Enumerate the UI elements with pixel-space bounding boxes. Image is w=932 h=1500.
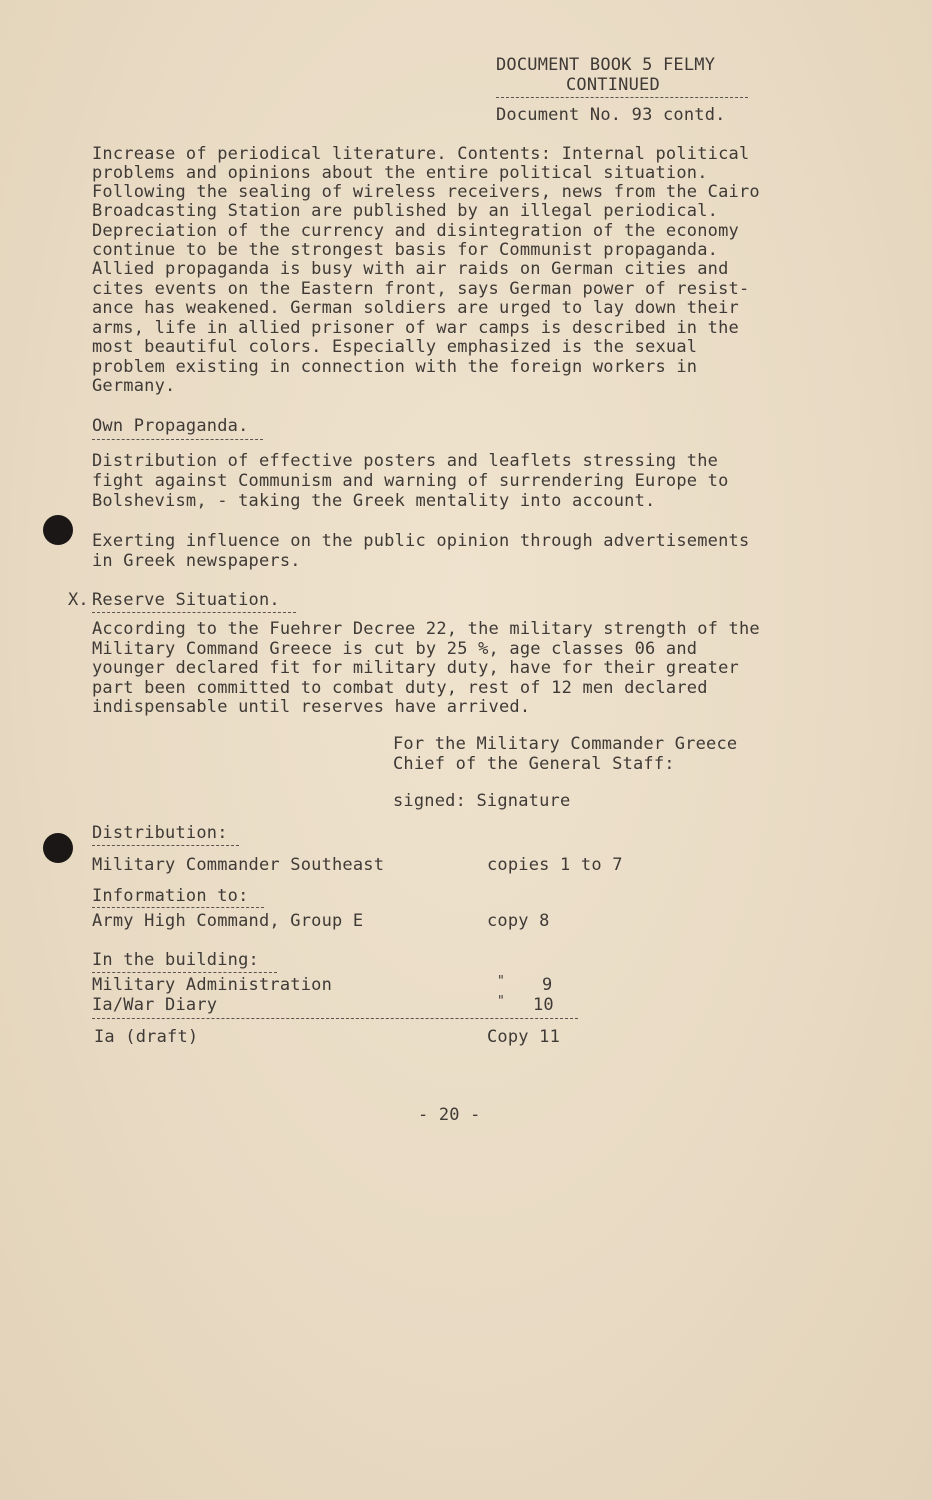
distribution-copy: Copy 11 xyxy=(487,1027,561,1047)
text-line: younger declared fit for military duty, have for their greater xyxy=(92,658,739,678)
heading-underline xyxy=(92,845,239,846)
distribution-name: Army High Command, Group E xyxy=(92,911,364,931)
distribution-name: Military Commander Southeast xyxy=(92,855,385,875)
text-line: problem existing in connection with the foreign workers in xyxy=(92,357,698,377)
text-line: ance has weakened. German soldiers are urged to lay down their xyxy=(92,298,739,318)
distribution-rule xyxy=(92,1018,578,1019)
building-heading: In the building: xyxy=(92,950,259,970)
ditto-mark: " xyxy=(497,994,506,1009)
header-continued: CONTINUED xyxy=(566,75,660,95)
text-line: continue to be the strongest basis for Communist propaganda. xyxy=(92,240,719,260)
text-line: Increase of periodical literature. Contents: Internal political xyxy=(92,144,750,164)
information-heading: Information to: xyxy=(92,886,249,906)
text-line: Allied propaganda is busy with air raids on German cities and xyxy=(92,259,729,279)
heading-underline xyxy=(92,439,263,440)
punch-hole-top xyxy=(43,515,73,545)
text-line: indispensable until reserves have arrived. xyxy=(92,697,531,717)
signature-signed: signed: Signature xyxy=(393,791,571,811)
heading-own-propaganda: Own Propaganda. xyxy=(92,416,249,436)
distribution-heading: Distribution: xyxy=(92,823,228,843)
text-line: arms, life in allied prisoner of war camps is described in the xyxy=(92,318,739,338)
heading-underline xyxy=(92,907,264,908)
text-line: cites events on the Eastern front, says German power of resist- xyxy=(92,279,750,299)
ditto-mark: " xyxy=(497,974,506,989)
text-line: part been committed to combat duty, rest of 12 men declared xyxy=(92,678,708,698)
header-document-book: DOCUMENT BOOK 5 FELMY xyxy=(496,55,716,75)
text-line: Broadcasting Station are published by an illegal periodical. xyxy=(92,201,719,221)
heading-underline xyxy=(92,612,296,613)
signature-line-2: Chief of the General Staff: xyxy=(393,754,675,774)
section-number: X. xyxy=(68,590,89,610)
distribution-name: Ia/War Diary xyxy=(92,995,218,1015)
text-line: in Greek newspapers. xyxy=(92,551,301,571)
heading-underline xyxy=(92,972,277,973)
text-line: fight against Communism and warning of surrendering Europe to xyxy=(92,471,729,491)
header-rule xyxy=(496,97,748,98)
distribution-copy: 10 xyxy=(533,995,554,1015)
text-line: Military Command Greece is cut by 25 %, age classes 06 and xyxy=(92,639,698,659)
distribution-copy: copy 8 xyxy=(487,911,550,931)
distribution-name: Military Administration xyxy=(92,975,333,995)
signature-line-1: For the Military Commander Greece xyxy=(393,734,738,754)
page-number: - 20 - xyxy=(418,1105,481,1125)
text-line: Exerting influence on the public opinion through advertisements xyxy=(92,531,750,551)
distribution-name: Ia (draft) xyxy=(94,1027,199,1047)
text-line: Germany. xyxy=(92,376,176,396)
heading-reserve-situation: Reserve Situation. xyxy=(92,590,280,610)
text-line: most beautiful colors. Especially emphasized is the sexual xyxy=(92,337,698,357)
text-line: Following the sealing of wireless receivers, news from the Cairo xyxy=(92,182,760,202)
distribution-copy: 9 xyxy=(542,975,553,995)
text-line: According to the Fuehrer Decree 22, the military strength of the xyxy=(92,619,760,639)
header-document-number: Document No. 93 contd. xyxy=(496,105,726,125)
text-line: problems and opinions about the entire political situation. xyxy=(92,163,708,183)
distribution-copy: copies 1 to 7 xyxy=(487,855,623,875)
punch-hole-bottom xyxy=(43,833,73,863)
text-line: Bolshevism, - taking the Greek mentality into account. xyxy=(92,491,656,511)
text-line: Distribution of effective posters and leaflets stressing the xyxy=(92,451,719,471)
text-line: Depreciation of the currency and disintegration of the economy xyxy=(92,221,739,241)
